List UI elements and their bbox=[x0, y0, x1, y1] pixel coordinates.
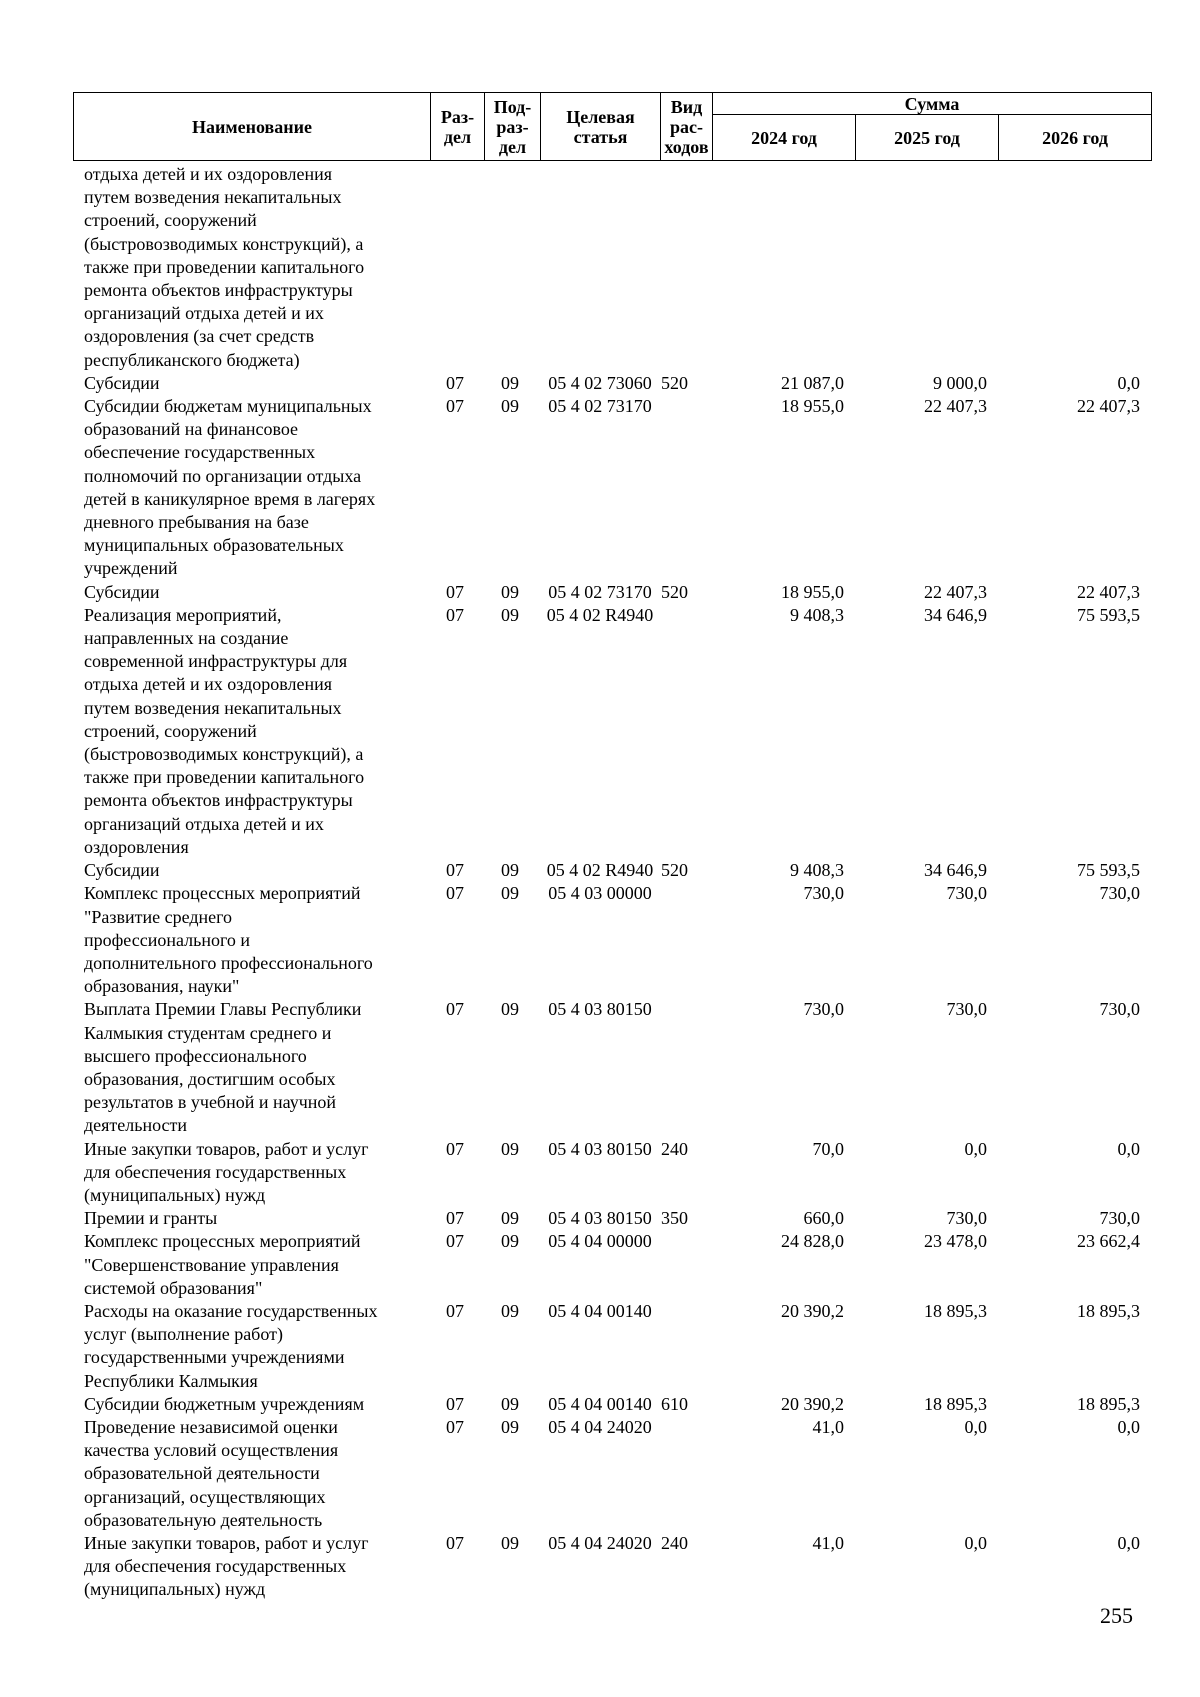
row-section: 07 bbox=[446, 1416, 464, 1437]
table-row bbox=[73, 1230, 1151, 1300]
row-target: 05 4 02 73170 bbox=[548, 396, 652, 417]
row-section: 07 bbox=[446, 581, 464, 602]
row-exp-type: 240 bbox=[661, 1138, 688, 1159]
row-subsection: 09 bbox=[501, 860, 519, 881]
col-target-header: Целевая статья bbox=[541, 93, 661, 161]
table-row bbox=[73, 604, 1151, 859]
row-subsection: 09 bbox=[501, 372, 519, 393]
row-name: Реализация мероприятий, направленных на создание современной инфраструктуры для отдыха детей и их оздоровления путем возведения некапитальных строений, сооружений (быстровозводимых конструкций), а также при проведении капитального ремонта объектов инфраструктуры организаций отдыха детей и их оздоровления bbox=[84, 604, 365, 857]
row-sum-2025: 730,0 bbox=[946, 1208, 987, 1229]
row-subsection: 09 bbox=[501, 999, 519, 1020]
row-sum-2026: 22 407,3 bbox=[1077, 396, 1140, 417]
row-section: 07 bbox=[446, 604, 464, 625]
row-subsection: 09 bbox=[501, 581, 519, 602]
row-sum-2025: 34 646,9 bbox=[924, 860, 987, 881]
row-sum-2026: 18 895,3 bbox=[1077, 1300, 1140, 1321]
row-sum-2024: 18 955,0 bbox=[781, 396, 844, 417]
row-sum-2024: 18 955,0 bbox=[781, 581, 844, 602]
row-exp-type: 240 bbox=[661, 1532, 688, 1553]
row-section: 07 bbox=[446, 1300, 464, 1321]
col-year-2024-header: 2024 год bbox=[713, 115, 856, 161]
row-sum-2024: 660,0 bbox=[803, 1208, 844, 1229]
row-section: 07 bbox=[446, 999, 464, 1020]
col-year-2025-header: 2025 год bbox=[856, 115, 999, 161]
row-sum-2025: 9 000,0 bbox=[933, 372, 987, 393]
row-section: 07 bbox=[446, 883, 464, 904]
row-name: Выплата Премии Главы Республики Калмыкия студентам среднего и высшего профессионального образования, достигшим особых результатов в учебной и научной деятельности bbox=[84, 999, 362, 1136]
row-exp-type bbox=[660, 1230, 712, 1300]
row-sum-2025: 0,0 bbox=[964, 1532, 987, 1553]
row-target: 05 4 03 80150 bbox=[548, 999, 652, 1020]
table-row bbox=[73, 1416, 1151, 1532]
row-subsection: 09 bbox=[501, 604, 519, 625]
row-section: 07 bbox=[446, 1532, 464, 1553]
row-section: 07 bbox=[446, 1231, 464, 1252]
row-target: 05 4 02 R4940 bbox=[546, 860, 654, 881]
row-sum-2024: 24 828,0 bbox=[781, 1231, 844, 1252]
row-exp-type bbox=[660, 395, 712, 581]
row-name: Расходы на оказание государственных услуг (выполнение работ) государственными учреждениями Республики Калмыкия bbox=[84, 1300, 378, 1391]
row-sum-2025: 18 895,3 bbox=[924, 1300, 987, 1321]
row-subsection: 09 bbox=[501, 1300, 519, 1321]
row-target: 05 4 03 00000 bbox=[548, 883, 652, 904]
row-sum-2024: 730,0 bbox=[803, 883, 844, 904]
row-sum-2024: 70,0 bbox=[812, 1138, 844, 1159]
row-target: 05 4 02 R4940 bbox=[546, 604, 654, 625]
row-target: 05 4 04 00140 bbox=[548, 1300, 652, 1321]
row-section bbox=[430, 163, 484, 372]
row-sum-2024: 20 390,2 bbox=[781, 1393, 844, 1414]
row-sum-2025: 18 895,3 bbox=[924, 1393, 987, 1414]
row-sum-2024: 730,0 bbox=[803, 999, 844, 1020]
row-name: Комплекс процессных мероприятий "Развитие среднего профессионального и дополнительного профессионального образования, науки" bbox=[84, 883, 373, 997]
row-sum-2024: 41,0 bbox=[812, 1532, 844, 1553]
table-row bbox=[73, 581, 1151, 604]
table-row bbox=[73, 859, 1151, 882]
row-section: 07 bbox=[446, 1208, 464, 1229]
table-row bbox=[73, 882, 1151, 998]
row-sum-2025: 730,0 bbox=[946, 999, 987, 1020]
row-subsection: 09 bbox=[501, 1208, 519, 1229]
row-subsection bbox=[484, 163, 540, 372]
row-sum-2026: 18 895,3 bbox=[1077, 1393, 1140, 1414]
row-sum-2026: 730,0 bbox=[1099, 1208, 1140, 1229]
table-row bbox=[73, 1138, 1151, 1208]
row-sum-2024: 41,0 bbox=[812, 1416, 844, 1437]
row-sum-2025: 22 407,3 bbox=[924, 396, 987, 417]
row-name: отдыха детей и их оздоровления путем возведения некапитальных строений, сооружений (быстровозводимых конструкций), а также при проведении капитального ремонта объектов инфраструктуры организаций отдыха детей и их оздоровления (за счет средств республиканского бюджета) bbox=[84, 164, 365, 370]
col-subsection-header: Под- раз- дел bbox=[485, 93, 541, 161]
row-target: 05 4 04 24020 bbox=[548, 1532, 652, 1553]
row-exp-type bbox=[660, 882, 712, 998]
row-exp-type bbox=[660, 998, 712, 1137]
row-section: 07 bbox=[446, 372, 464, 393]
row-section: 07 bbox=[446, 1138, 464, 1159]
col-name-header: Наименование bbox=[74, 93, 431, 161]
col-section-header: Раз- дел bbox=[431, 93, 485, 161]
table-header bbox=[73, 92, 1152, 161]
row-target bbox=[540, 163, 660, 372]
row-target: 05 4 03 80150 bbox=[548, 1138, 652, 1159]
row-subsection: 09 bbox=[501, 1138, 519, 1159]
row-subsection: 09 bbox=[501, 1532, 519, 1553]
row-name: Субсидии бюджетным учреждениям bbox=[84, 1393, 365, 1414]
row-exp-type bbox=[660, 604, 712, 859]
row-exp-type: 350 bbox=[661, 1208, 688, 1229]
row-subsection: 09 bbox=[501, 883, 519, 904]
row-name: Субсидии bbox=[84, 372, 160, 393]
row-sum-2024: 9 408,3 bbox=[790, 860, 844, 881]
budget-table bbox=[73, 163, 1151, 1602]
row-target: 05 4 02 73170 bbox=[548, 581, 652, 602]
row-sum-2026: 0,0 bbox=[1117, 1416, 1140, 1437]
row-target: 05 4 02 73060 bbox=[548, 372, 652, 393]
row-exp-type: 520 bbox=[661, 860, 688, 881]
row-sum-2025: 0,0 bbox=[964, 1138, 987, 1159]
row-sum-2025: 730,0 bbox=[946, 883, 987, 904]
row-section: 07 bbox=[446, 396, 464, 417]
row-section: 07 bbox=[446, 860, 464, 881]
row-target: 05 4 04 00000 bbox=[548, 1231, 652, 1252]
row-sum-2025: 0,0 bbox=[964, 1416, 987, 1437]
col-year-2026-header: 2026 год bbox=[999, 115, 1152, 161]
row-exp-type bbox=[660, 1300, 712, 1393]
row-subsection: 09 bbox=[501, 1393, 519, 1414]
row-name: Субсидии бюджетам муниципальных образований на финансовое обеспечение государственных полномочий по организации отдыха детей в каникулярное время в лагерях дневного пребывания на базе муниципальных образовательных учреждений bbox=[84, 396, 376, 579]
row-exp-type bbox=[660, 1416, 712, 1532]
row-sum-2024: 20 390,2 bbox=[781, 1300, 844, 1321]
row-subsection: 09 bbox=[501, 396, 519, 417]
row-sum-2026: 730,0 bbox=[1099, 883, 1140, 904]
row-sum-2026 bbox=[998, 163, 1151, 372]
budget-page bbox=[73, 92, 1151, 1602]
row-exp-type: 520 bbox=[661, 372, 688, 393]
row-subsection: 09 bbox=[501, 1416, 519, 1437]
table-row bbox=[73, 395, 1151, 581]
col-sum-header: Сумма bbox=[713, 93, 1152, 115]
table-row bbox=[73, 372, 1151, 395]
row-name: Иные закупки товаров, работ и услуг для обеспечения государственных (муниципальных) нужд bbox=[84, 1532, 369, 1600]
row-sum-2025: 34 646,9 bbox=[924, 604, 987, 625]
row-sum-2026: 23 662,4 bbox=[1077, 1231, 1140, 1252]
row-sum-2025: 22 407,3 bbox=[924, 581, 987, 602]
row-name: Премии и гранты bbox=[84, 1208, 218, 1229]
row-sum-2024 bbox=[712, 163, 855, 372]
row-sum-2024: 21 087,0 bbox=[781, 372, 844, 393]
table-row bbox=[73, 1393, 1151, 1416]
row-target: 05 4 03 80150 bbox=[548, 1208, 652, 1229]
table-row bbox=[73, 1300, 1151, 1393]
row-name: Иные закупки товаров, работ и услуг для обеспечения государственных (муниципальных) нужд bbox=[84, 1138, 369, 1205]
row-sum-2025 bbox=[855, 163, 998, 372]
row-name: Субсидии bbox=[84, 581, 160, 602]
row-name: Комплекс процессных мероприятий "Совершенствование управления системой образования" bbox=[84, 1231, 361, 1298]
row-sum-2026: 0,0 bbox=[1117, 1138, 1140, 1159]
row-target: 05 4 04 24020 bbox=[548, 1416, 652, 1437]
row-sum-2026: 22 407,3 bbox=[1077, 581, 1140, 602]
row-exp-type: 520 bbox=[661, 581, 688, 602]
row-name: Субсидии bbox=[84, 860, 160, 881]
row-sum-2025: 23 478,0 bbox=[924, 1231, 987, 1252]
col-exp-type-header: Вид рас- ходов bbox=[661, 93, 713, 161]
page-number: 255 bbox=[1100, 1603, 1133, 1628]
row-section: 07 bbox=[446, 1393, 464, 1414]
row-name: Проведение независимой оценки качества условий осуществления образовательной деятельности организаций, осуществляющих образовательную деятельность bbox=[84, 1416, 339, 1530]
table-row bbox=[73, 998, 1151, 1137]
row-exp-type bbox=[660, 163, 712, 372]
row-sum-2026: 730,0 bbox=[1099, 999, 1140, 1020]
row-sum-2026: 0,0 bbox=[1117, 1532, 1140, 1553]
table-row bbox=[73, 163, 1151, 372]
row-sum-2026: 75 593,5 bbox=[1077, 860, 1140, 881]
table-row bbox=[73, 1532, 1151, 1602]
row-exp-type: 610 bbox=[661, 1393, 688, 1414]
row-subsection: 09 bbox=[501, 1231, 519, 1252]
row-target: 05 4 04 00140 bbox=[548, 1393, 652, 1414]
row-sum-2024: 9 408,3 bbox=[790, 604, 844, 625]
row-sum-2026: 0,0 bbox=[1117, 372, 1140, 393]
table-row bbox=[73, 1207, 1151, 1230]
row-sum-2026: 75 593,5 bbox=[1077, 604, 1140, 625]
